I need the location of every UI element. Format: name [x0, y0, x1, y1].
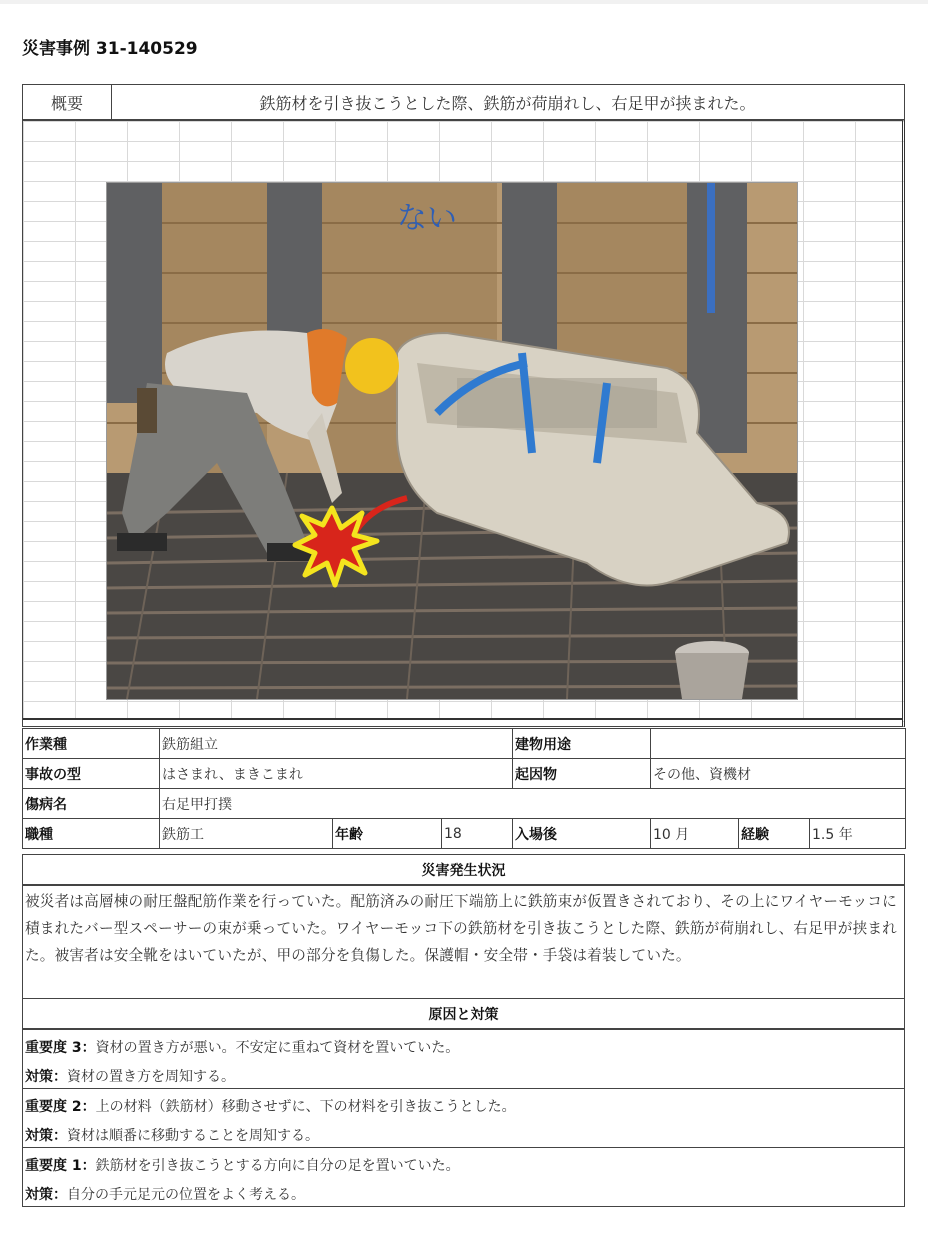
- building-use-value: [651, 729, 906, 759]
- accident-type-value: はさまれ、まきこまれ: [160, 759, 513, 789]
- work-type-value: 鉄筋組立: [160, 729, 513, 759]
- entry-label: 入場後: [513, 819, 651, 849]
- cause-item-1: [22, 1147, 905, 1207]
- measure-line: [25, 1181, 902, 1210]
- cause-line: [25, 1093, 902, 1122]
- cause-text: 鉄筋材を引き抜こうとする方向に自分の足を置いていた。: [95, 1158, 460, 1174]
- accident-photo: [106, 182, 798, 700]
- measure-text: 自分の手元足元の位置をよく考える。: [67, 1187, 305, 1203]
- entry-value: 10 月: [651, 819, 739, 849]
- separator: ：: [53, 1069, 67, 1085]
- svg-text:ない: ない: [397, 201, 457, 236]
- separator: ：: [53, 1187, 67, 1203]
- causes-heading: 原因と対策: [22, 998, 905, 1029]
- experience-value: 1.5 年: [810, 819, 906, 849]
- document-title: 災害事例 31-140529: [22, 39, 198, 59]
- experience-label: 経験: [739, 819, 810, 849]
- summary-text: 鉄筋材を引き抜こうとした際、鉄筋が荷崩れし、右足甲が挟まれた。: [259, 93, 756, 113]
- cause-line: [25, 1152, 902, 1181]
- accident-type-label: 事故の型: [23, 759, 160, 789]
- measure-label: 対策: [25, 1069, 53, 1085]
- summary-row: [22, 84, 905, 120]
- cause-text: 資材の置き方が悪い。不安定に重ねて資材を置いていた。: [95, 1040, 460, 1056]
- severity-label: 重要度 3: [25, 1040, 82, 1056]
- situation-text: 被災者は高層棟の耐圧盤配筋作業を行っていた。配筋済みの耐圧下端筋上に鉄筋束が仮置きされており、その上にワイヤーモッコに積まれたバー型スペーサーの束が乗っていた。ワイヤーモッコ下の鉄筋材を引き抜こうとした際、鉄筋が荷崩れし、右足甲が挟まれた。被害者は安全靴をはいていたが、甲の部分を負傷した。保護帽・安全帯・手袋は着装していた。: [22, 885, 905, 999]
- table-row: [23, 819, 906, 849]
- separator: ：: [81, 1099, 96, 1115]
- occupation-label: 職種: [23, 819, 160, 849]
- separator: ：: [53, 1128, 67, 1144]
- measure-text: 資材は順番に移動することを周知する。: [67, 1128, 319, 1144]
- separator: ：: [81, 1158, 96, 1174]
- situation-heading: 災害発生状況: [22, 854, 905, 885]
- table-row: [23, 789, 906, 819]
- measure-text: 資材の置き方を周知する。: [67, 1069, 235, 1085]
- injury-label: 傷病名: [23, 789, 160, 819]
- accident-photo-illustration: [107, 183, 797, 699]
- measure-label: 対策: [25, 1187, 53, 1203]
- age-label: 年齢: [333, 819, 442, 849]
- table-row: [23, 729, 906, 759]
- cause-value: その他、資機材: [651, 759, 906, 789]
- cause-label: 起因物: [513, 759, 651, 789]
- table-row: [23, 759, 906, 789]
- severity-label: 重要度 2: [25, 1099, 82, 1115]
- age-value: 18: [442, 819, 513, 849]
- work-type-label: 作業種: [23, 729, 160, 759]
- severity-label: 重要度 1: [25, 1158, 82, 1174]
- occupation-value: 鉄筋工: [160, 819, 333, 849]
- building-use-label: 建物用途: [513, 729, 651, 759]
- photo-area: [22, 120, 905, 727]
- cause-item-3: [22, 1029, 905, 1089]
- top-strip: [0, 0, 928, 4]
- injury-value: 右足甲打撲: [160, 789, 906, 819]
- cause-line: [25, 1034, 902, 1063]
- measure-label: 対策: [25, 1128, 53, 1144]
- summary-label: 概要: [23, 85, 112, 119]
- info-table: [22, 728, 906, 849]
- cause-item-2: [22, 1088, 905, 1148]
- separator: ：: [81, 1040, 96, 1056]
- cause-text: 上の材料（鉄筋材）移動させずに、下の材料を引き抜こうとした。: [95, 1099, 516, 1115]
